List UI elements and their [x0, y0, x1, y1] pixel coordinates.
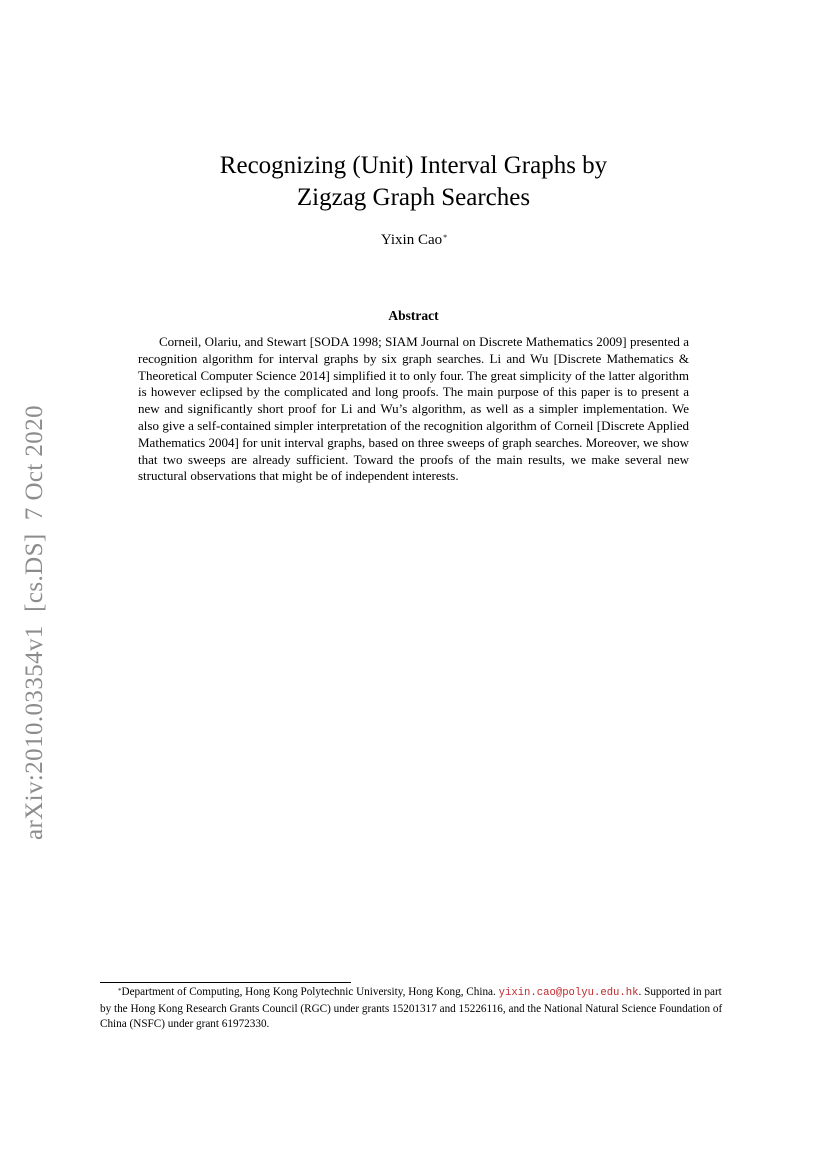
paper-title	[0, 150, 827, 214]
footnote	[100, 985, 728, 1033]
abstract-body: Corneil, Olariu, and Stewart [SODA 1998; SIAM Journal on Discrete Mathematics 2009] presented a recognition algorithm for interval graphs by six graph searches. Li and Wu [Discrete Mathematics & Theoretical Computer Science 2014] simplified it to only four. The great simplicity of the latter algorithm is however eclipsed by the complicated and long proofs. The main purpose of this paper is to present a new and significantly short proof for Li and Wu’s algorithm, as well as a simpler implementation. We also give a self-contained simpler interpretation of the recognition algorithm of Corneil [Discrete Applied Mathematics 2004] for unit interval graphs, based on three sweeps of graph searches. Moreover, we show that two sweeps are already sufficient. Toward the proofs of the main results, we make several new structural observations that might be of independent interests.	[138, 334, 689, 484]
footnote-mark: *	[118, 987, 122, 995]
author-line	[0, 230, 827, 250]
paper-title-line-1: Recognizing (Unit) Interval Graphs by	[219, 152, 608, 179]
arxiv-identifier-stamp: arXiv:2010.03354v1 [cs.DS] 7 Oct 2020	[21, 405, 48, 840]
footnote-affiliation: Department of Computing, Hong Kong Polytechnic University, Hong Kong, China.	[121, 986, 499, 998]
author-email-link[interactable]: yixin.cao@polyu.edu.hk	[498, 987, 639, 999]
author-footnote-mark: *	[443, 233, 448, 242]
abstract-heading: Abstract	[388, 308, 439, 323]
author-name: Yixin Cao	[380, 232, 443, 248]
footnote-funding: . Supported in part by the Hong Kong Research Grants Council (RGC) under grants 15201317 and 15226116, and the National Natural Science Foundation of China (NSFC) under grant 61972330.	[100, 986, 723, 1030]
paper-title-line-2: Zigzag Graph Searches	[296, 184, 531, 211]
footnote-rule	[100, 982, 351, 983]
